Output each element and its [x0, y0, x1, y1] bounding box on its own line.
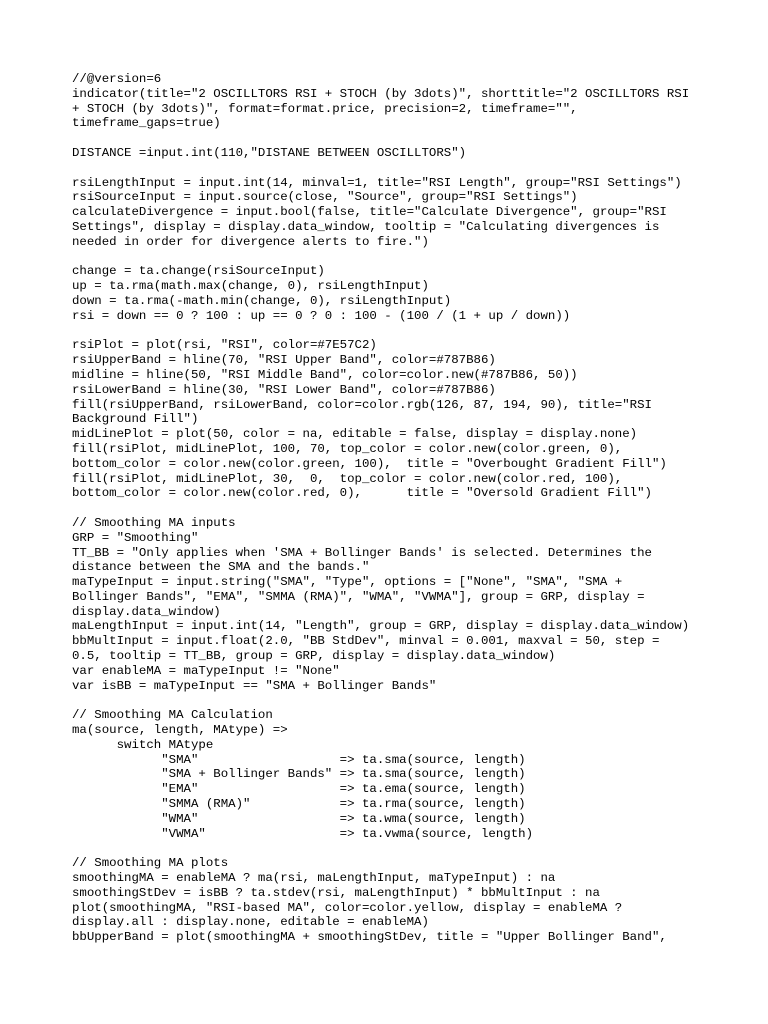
code-line: TT_BB = "Only applies when 'SMA + Bollinger Bands' is selected. Determines the: [72, 545, 652, 560]
code-line: rsiLengthInput = input.int(14, minval=1, title="RSI Length", group="RSI Settings"): [72, 175, 682, 190]
code-line: "WMA" => ta.wma(source, length): [72, 811, 526, 826]
code-line: bbMultInput = input.float(2.0, "BB StdDev", minval = 0.001, maxval = 50, step =: [72, 634, 660, 649]
code-line: display.data_window): [72, 604, 221, 619]
code-line: maLengthInput = input.int(14, "Length", group = GRP, display = display.data_window): [72, 619, 690, 634]
code-line: display.all : display.none, editable = enableMA): [72, 915, 429, 930]
code-line: maTypeInput = input.string("SMA", "Type", options = ["None", "SMA", "SMA +: [72, 575, 623, 590]
code-line: [72, 501, 712, 516]
code-line: "SMA" => ta.sma(source, length): [72, 752, 526, 767]
code-line: [72, 693, 712, 708]
code-line: rsiLowerBand = hline(30, "RSI Lower Band", color=#787B86): [72, 382, 496, 397]
code-line: // Smoothing MA plots: [72, 856, 229, 871]
code-line: plot(smoothingMA, "RSI-based MA", color=color.yellow, display = enableMA ?: [72, 900, 623, 915]
code-line: "SMA + Bollinger Bands" => ta.sma(source, length): [72, 767, 526, 782]
code-line: [72, 250, 712, 265]
code-line: var isBB = maTypeInput == "SMA + Bollinger Bands": [72, 678, 437, 693]
code-line: indicator(title="2 OSCILLTORS RSI + STOCH (by 3dots)", shorttitle="2 OSCILLTORS RSI: [72, 86, 690, 101]
code-line: Settings", display = display.data_window, tooltip = "Calculating divergences is: [72, 219, 660, 234]
code-line: rsiPlot = plot(rsi, "RSI", color=#7E57C2): [72, 338, 377, 353]
code-line: // Smoothing MA inputs: [72, 515, 236, 530]
code-line: change = ta.change(rsiSourceInput): [72, 264, 325, 279]
code-line: bbUpperBand = plot(smoothingMA + smoothingStDev, title = "Upper Bollinger Band",: [72, 930, 667, 945]
code-line: rsi = down == 0 ? 100 : up == 0 ? 0 : 100 - (100 / (1 + up / down)): [72, 308, 571, 323]
code-listing: [72, 72, 712, 945]
code-line: calculateDivergence = input.bool(false, title="Calculate Divergence", group="RSI: [72, 205, 667, 220]
code-line: 0.5, tooltip = TT_BB, group = GRP, display = display.data_window): [72, 649, 556, 664]
code-line: var enableMA = maTypeInput != "None": [72, 663, 340, 678]
code-line: [72, 324, 712, 339]
code-line: rsiSourceInput = input.source(close, "Source", group="RSI Settings"): [72, 190, 578, 205]
code-line: switch MAtype: [72, 737, 214, 752]
code-line: distance between the SMA and the bands.": [72, 560, 370, 575]
code-line: bottom_color = color.new(color.green, 100), title = "Overbought Gradient Fill"): [72, 456, 667, 471]
code-line: smoothingMA = enableMA ? ma(rsi, maLengthInput, maTypeInput) : na: [72, 871, 556, 886]
code-line: fill(rsiPlot, midLinePlot, 100, 70, top_color = color.new(color.green, 0),: [72, 441, 623, 456]
code-line: "VWMA" => ta.vwma(source, length): [72, 826, 534, 841]
code-line: down = ta.rma(-math.min(change, 0), rsiLengthInput): [72, 293, 452, 308]
code-line: up = ta.rma(math.max(change, 0), rsiLengthInput): [72, 279, 429, 294]
code-line: [72, 161, 712, 176]
code-line: rsiUpperBand = hline(70, "RSI Upper Band", color=#787B86): [72, 353, 496, 368]
code-line: Bollinger Bands", "EMA", "SMMA (RMA)", "WMA", "VWMA"], group = GRP, display =: [72, 589, 645, 604]
code-line: "SMMA (RMA)" => ta.rma(source, length): [72, 797, 526, 812]
code-line: smoothingStDev = isBB ? ta.stdev(rsi, maLengthInput) * bbMultInput : na: [72, 885, 600, 900]
code-line: midline = hline(50, "RSI Middle Band", color=color.new(#787B86, 50)): [72, 367, 578, 382]
code-line: //@version=6: [72, 72, 162, 86]
code-line: Background Fill"): [72, 412, 199, 427]
code-line: midLinePlot = plot(50, color = na, editable = false, display = display.none): [72, 427, 638, 442]
code-line: timeframe_gaps=true): [72, 116, 221, 131]
code-line: "EMA" => ta.ema(source, length): [72, 782, 526, 797]
code-line: [72, 131, 712, 146]
code-line: [72, 841, 712, 856]
code-line: + STOCH (by 3dots)", format=format.price, precision=2, timeframe="",: [72, 101, 578, 116]
code-line: needed in order for divergence alerts to fire."): [72, 234, 429, 249]
code-line: fill(rsiPlot, midLinePlot, 30, 0, top_color = color.new(color.red, 100),: [72, 471, 623, 486]
code-line: // Smoothing MA Calculation: [72, 708, 273, 723]
code-line: bottom_color = color.new(color.red, 0), title = "Oversold Gradient Fill"): [72, 486, 652, 501]
code-line: ma(source, length, MAtype) =>: [72, 723, 288, 738]
code-line: fill(rsiUpperBand, rsiLowerBand, color=color.rgb(126, 87, 194, 90), title="RSI: [72, 397, 652, 412]
code-line: DISTANCE =input.int(110,"DISTANE BETWEEN OSCILLTORS"): [72, 145, 467, 160]
code-line: GRP = "Smoothing": [72, 530, 199, 545]
